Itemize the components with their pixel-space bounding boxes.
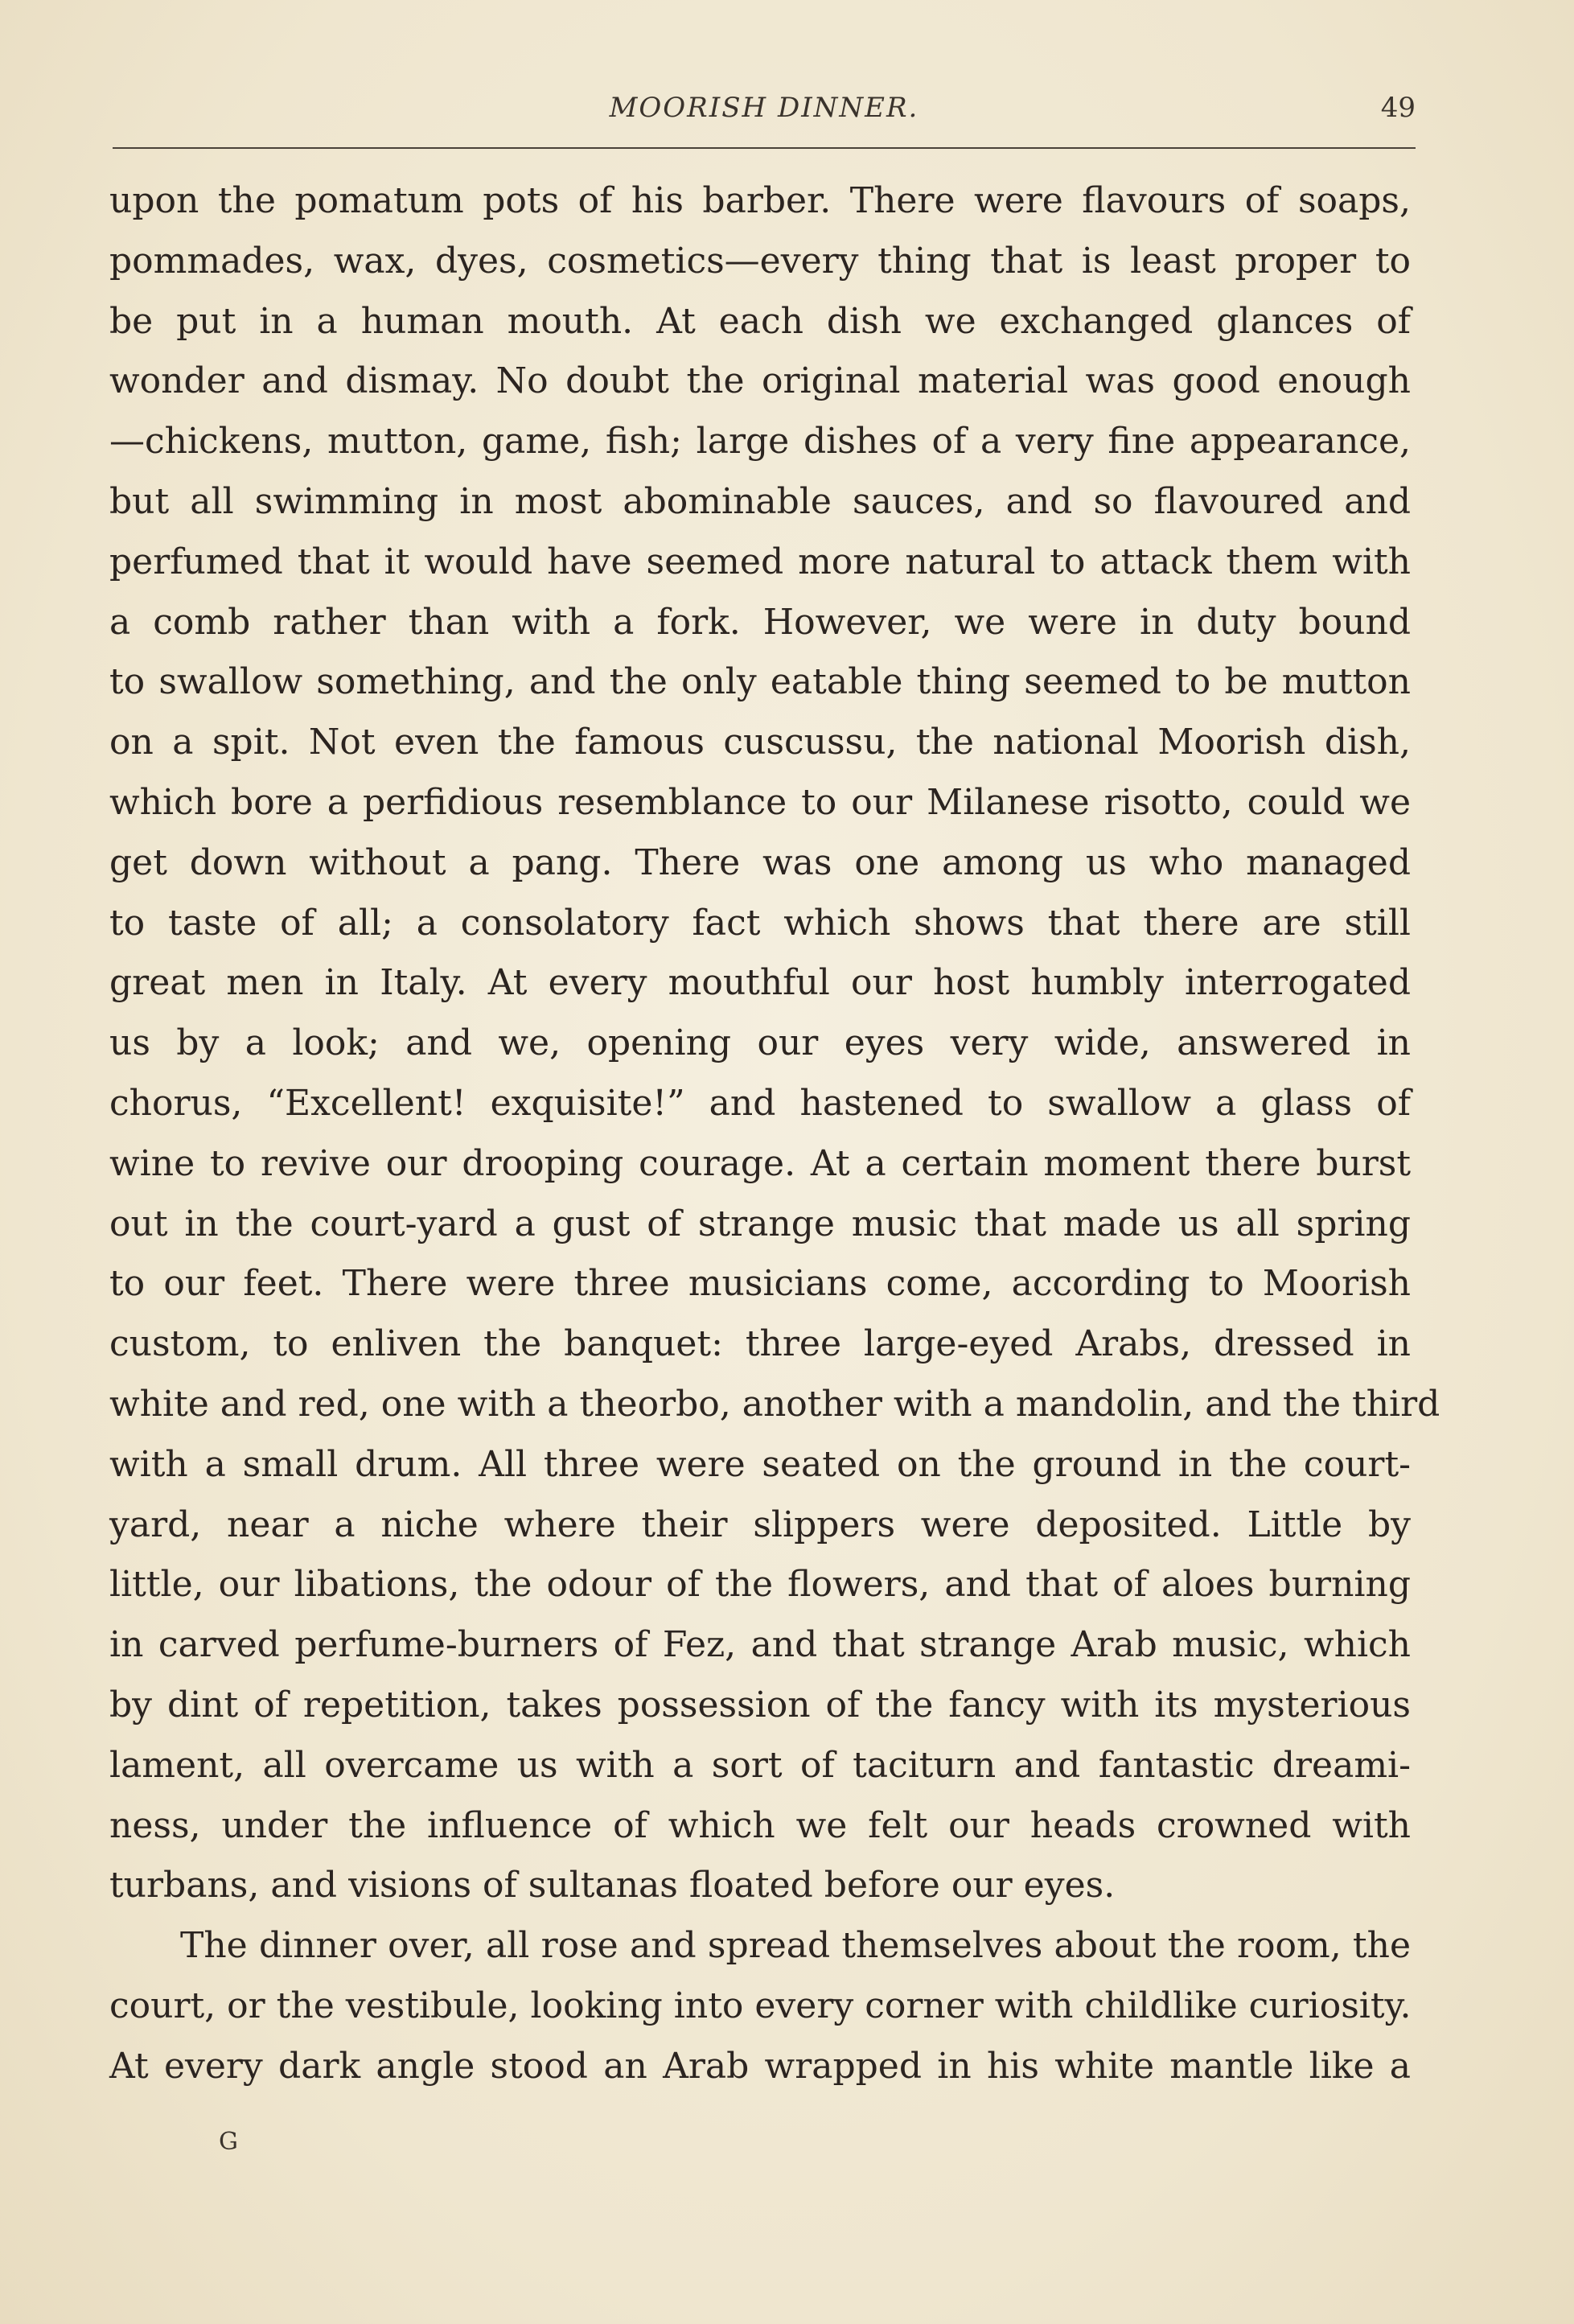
text-line: great men in Italy. At every mouthful our host humbly interrogated (109, 962, 1411, 1004)
text-line: —chickens, mutton, game, fish; large dishes of a very fine appearance, (109, 421, 1411, 463)
body-text (109, 171, 1440, 2097)
text-line: pommades, wax, dyes, cosmetics—every thing that is least proper to (109, 240, 1411, 282)
text-line: court, or the vestibule, looking into every corner with childlike curiosity. (109, 1985, 1412, 2026)
text-line: to our feet. There were three musicians come, according to Moorish (109, 1263, 1411, 1305)
text-line: ness, under the influence of which we felt our heads crowned with (109, 1804, 1411, 1846)
paragraph-start-line: The dinner over, all rose and spread themselves about the room, the (180, 1925, 1411, 1967)
text-line: lament, all overcame us with a sort of taciturn and fantastic dreami- (109, 1744, 1411, 1786)
running-head: MOORISH DINNER. (609, 92, 919, 124)
text-line: perfumed that it would have seemed more natural to attack them with (109, 541, 1411, 582)
text-line: to swallow something, and the only eatable thing seemed to be mutton (109, 661, 1411, 703)
text-line: to taste of all; a consolatory fact which shows that there are still (109, 902, 1411, 944)
text-line: by dint of repetition, takes possession of the fancy with its mysterious (109, 1684, 1411, 1726)
text-line: get down without a pang. There was one among us who managed (109, 841, 1411, 883)
paragraph-end-line: turbans, and visions of sultanas floated before our eyes. (109, 1865, 1116, 1907)
text-line: which bore a perfidious resemblance to our Milanese risotto, could we (109, 781, 1411, 823)
text-line: wonder and dismay. No doubt the original material was good enough (109, 360, 1411, 402)
text-line: upon the pomatum pots of his barber. There were flavours of soaps, (109, 180, 1411, 221)
page-header (113, 88, 1416, 137)
text-line: At every dark angle stood an Arab wrapped in his white mantle like a (109, 2045, 1411, 2087)
text-line: in carved perfume-burners of Fez, and that strange Arab music, which (109, 1624, 1411, 1666)
header-rule (113, 147, 1416, 149)
text-line: custom, to enliven the banquet: three large-eyed Arabs, dressed in (109, 1323, 1411, 1365)
text-line: be put in a human mouth. At each dish we exchanged glances of (109, 300, 1411, 342)
text-line: on a spit. Not even the famous cuscussu, the national Moorish dish, (109, 722, 1411, 763)
text-line: us by a look; and we, opening our eyes very wide, answered in (109, 1022, 1411, 1064)
text-line: but all swimming in most abominable sauces, and so flavoured and (109, 480, 1411, 522)
page-number: 49 (1380, 92, 1416, 124)
text-line: chorus, “Excellent! exquisite!” and hastened to swallow a glass of (109, 1082, 1411, 1124)
text-line: with a small drum. All three were seated on the ground in the court- (109, 1443, 1411, 1485)
text-line: little, our libations, the odour of the flowers, and that of aloes burning (109, 1564, 1411, 1606)
text-line: a comb rather than with a fork. However, we were in duty bound (109, 601, 1411, 643)
text-line: white and red, one with a theorbo, another with a mandolin, and the third (109, 1383, 1440, 1425)
text-line: wine to revive our drooping courage. At a certain moment there burst (109, 1142, 1411, 1184)
text-line: out in the court-yard a gust of strange music that made us all spring (109, 1203, 1411, 1244)
signature-mark: G (219, 2128, 238, 2156)
text-line: yard, near a niche where their slippers were deposited. Little by (109, 1503, 1411, 1545)
